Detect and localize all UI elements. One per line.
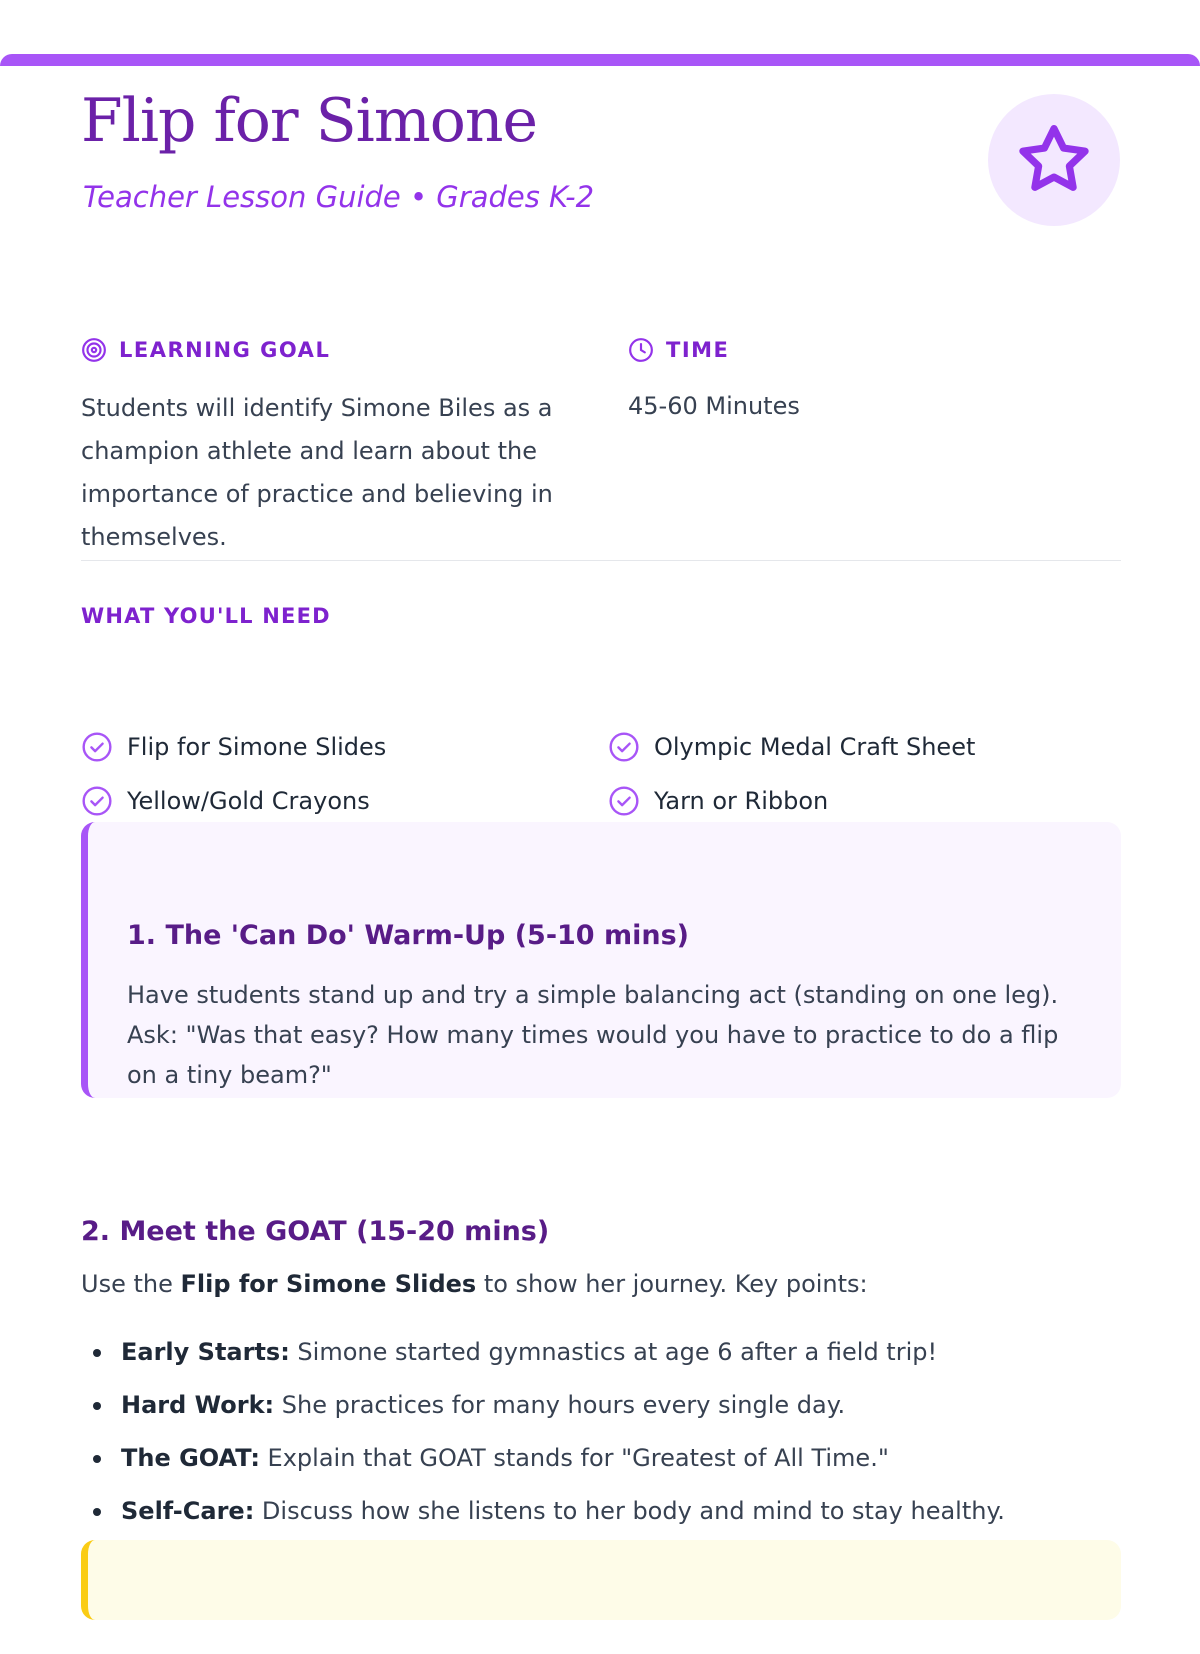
learning-goal-text: Students will identify Simone Biles as a champion athlete and learn about the importance of practice and believing in themselves. — [81, 394, 553, 551]
section-divider — [81, 560, 1121, 561]
need-item-label: Yellow/Gold Crayons — [127, 787, 370, 815]
step1-title: 1. The 'Can Do' Warm-Up (5-10 mins) — [127, 920, 690, 951]
needs-label: WHAT YOU'LL NEED — [81, 604, 331, 628]
time-value: 45-60 Minutes — [628, 392, 800, 420]
check-circle-icon — [608, 785, 640, 817]
check-circle-icon — [81, 785, 113, 817]
step1-text: Have students stand up and try a simple balancing act (standing on one leg). Ask: "Was that easy? How many times would you have to practice to do a flip on a tiny beam?" — [127, 981, 1059, 1089]
callout-box — [81, 1540, 1121, 1620]
list-item: Hard Work: She practices for many hours every single day. — [81, 1379, 1005, 1432]
clock-icon — [628, 337, 654, 363]
star-badge — [988, 94, 1120, 226]
need-item-label: Yarn or Ribbon — [654, 787, 829, 815]
key-points-list — [81, 1326, 1005, 1538]
list-item: The GOAT: Explain that GOAT stands for "Greatest of All Time." — [81, 1432, 1005, 1485]
list-item: Self-Care: Discuss how she listens to her body and mind to stay healthy. — [81, 1485, 1005, 1538]
list-item — [81, 785, 370, 817]
list-item — [81, 731, 386, 763]
target-icon — [81, 337, 107, 363]
page-title: Flip for Simone — [81, 86, 538, 156]
learning-goal-label-text: LEARNING GOAL — [119, 338, 331, 362]
star-icon — [1013, 119, 1095, 201]
time-label-text: TIME — [666, 338, 730, 362]
learning-goal-label — [81, 337, 330, 363]
need-item-label: Olympic Medal Craft Sheet — [654, 733, 976, 761]
page-subtitle: Teacher Lesson Guide • Grades K-2 — [83, 180, 595, 214]
check-circle-icon — [81, 731, 113, 763]
slides-emphasis: Flip for Simone Slides — [180, 1270, 477, 1298]
step2-title: 2. Meet the GOAT (15-20 mins) — [81, 1216, 550, 1247]
list-item — [608, 731, 975, 763]
step2-intro: Use the Flip for Simone Slides to show her journey. Key points: — [81, 1270, 868, 1298]
time-label — [628, 337, 729, 363]
list-item: Early Starts: Simone started gymnastics at age 6 after a field trip! — [81, 1326, 1005, 1379]
check-circle-icon — [608, 731, 640, 763]
list-item — [608, 785, 828, 817]
need-item-label: Flip for Simone Slides — [127, 733, 387, 761]
